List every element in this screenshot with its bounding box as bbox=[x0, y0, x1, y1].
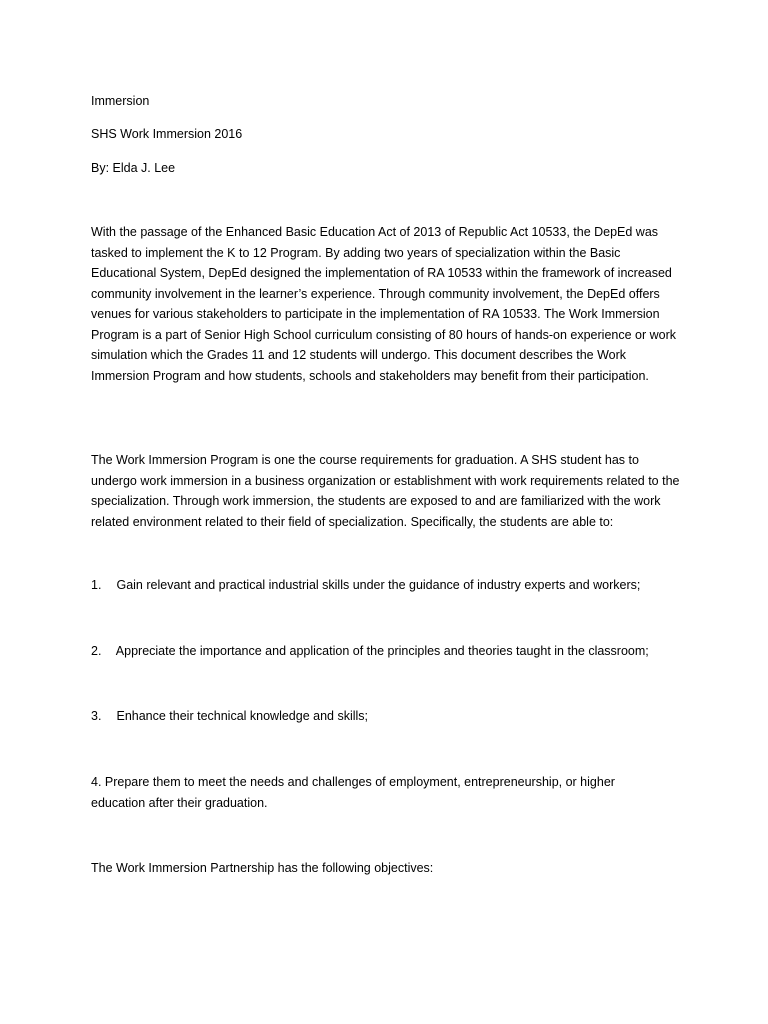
list-item bbox=[91, 575, 691, 596]
list-text: Enhance their technical knowledge and skills; bbox=[116, 709, 369, 723]
document-label: Immersion bbox=[91, 94, 150, 108]
document-byline: By: Elda J. Lee bbox=[91, 161, 176, 175]
list-text: Appreciate the importance and application of the principles and theories taught in the classroom; bbox=[115, 644, 649, 658]
list-number: 2. bbox=[91, 644, 102, 658]
list-number: 4. bbox=[91, 775, 105, 789]
list-text: Prepare them to meet the needs and challenges of employment, entrepreneurship, or higher education after their graduation. bbox=[91, 775, 615, 810]
list-number: 3. bbox=[91, 709, 102, 723]
list-item bbox=[91, 706, 691, 727]
list-number: 1. bbox=[91, 578, 102, 592]
document-title: SHS Work Immersion 2016 bbox=[91, 127, 243, 141]
list-item bbox=[91, 772, 651, 813]
program-paragraph: The Work Immersion Program is one the course requirements for graduation. A SHS student has to undergo work immersion in a business organization or establishment with work requirements related to the specialization. Through work immersion, the students are exposed to and are familiarized with the work related environment related to their field of specialization. Specifically, the students are able to: bbox=[91, 453, 680, 529]
intro-paragraph: With the passage of the Enhanced Basic Education Act of 2013 of Republic Act 10533, the DepEd was tasked to implement the K to 12 Program. By adding two years of specialization within the Basic Educational System, DepEd designed the implementation of RA 10533 within the framework of increased community involvement in the learner’s experience. Through community involvement, the DepEd offers venues for various stakeholders to participate in the implementation of RA 10533. The Work Immersion Program is a part of Senior High School curriculum consisting of 80 hours of hands-on experience or work simulation which the Grades 11 and 12 students will undergo. This document describes the Work Immersion Program and how students, schools and stakeholders may benefit from their participation. bbox=[91, 225, 677, 383]
list-text: Gain relevant and practical industrial skills under the guidance of industry experts and workers; bbox=[116, 578, 641, 592]
closing-text: The Work Immersion Partnership has the following objectives: bbox=[91, 861, 434, 875]
list-item bbox=[91, 641, 691, 662]
